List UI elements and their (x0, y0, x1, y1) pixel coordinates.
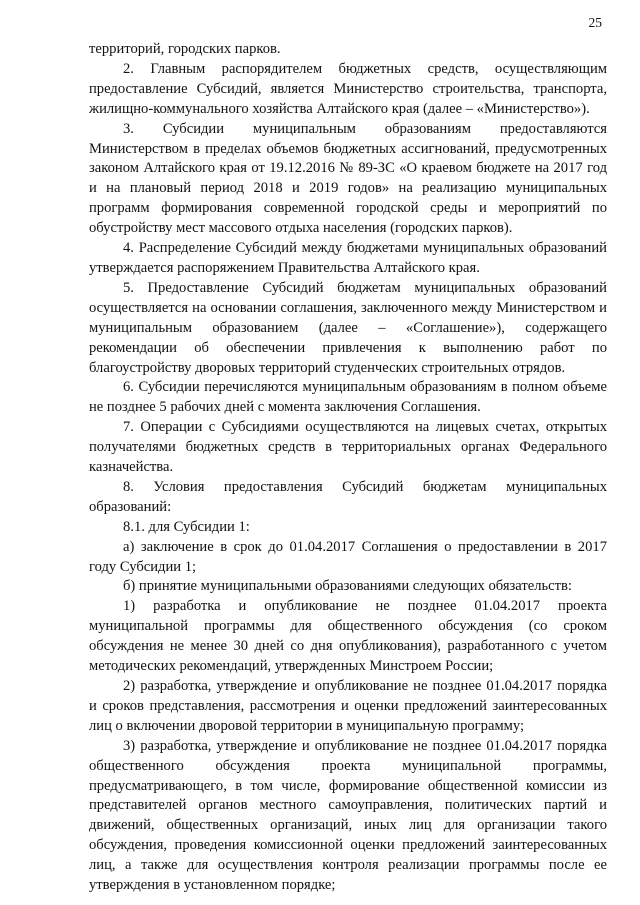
paragraph: 3. Субсидии муниципальным образованиям предоставляются Министерством в пределах объемов бюджетных ассигнований, предусмотренных законом Алтайского края от 19.12.2016 № 89-ЗС «О краевом бюджете на 2017 год и на плановый период 2018 и 2019 годов» на реализацию муниципальных программ формирования современной городской среды и мероприятий по обустройству мест массового отдыха населения (городских парков). (89, 120, 607, 237)
paragraph: 2. Главным распорядителем бюджетных средств, осуществляющим предоставление Субсидий, является Министерство строительства, транспорта, жилищно-коммунального хозяйства Алтайского края (далее – «Министерство»). (89, 60, 607, 117)
paragraph: 8.1. для Субсидии 1: (123, 518, 250, 535)
paragraph: 3) разработка, утверждение и опубликование не позднее 01.04.2017 порядка общественного обсуждения проекта муниципальной программы, предусматривающего, в том числе, формирование общественной комиссии из представителей органов местного самоуправления, политических партий и движений, общественных организаций, иных лиц для организации такого обсуждения, проведения комиссионной оценки предложений заинтересованных лиц, а также для осуществления контроля реализации программы после ее утверждения в установленном порядке; (89, 737, 607, 894)
paragraph: б) принятие муниципальными образованиями следующих обязательств: (123, 578, 572, 595)
paragraph: 7. Операции с Субсидиями осуществляются на лицевых счетах, открытых получателями бюджетных средств в территориальных органах Федерального казначейства. (89, 419, 607, 476)
paragraph: 1) разработка и опубликование не позднее 01.04.2017 проекта муниципальной программы для общественного обсуждения (со сроком обсуждения не менее 30 дней со дня опубликования), разработанного с учетом методических рекомендаций, утвержденных Минстроем России; (89, 598, 607, 675)
paragraph: 6. Субсидии перечисляются муниципальным образованиям в полном объеме не позднее 5 рабочих дней с момента заключения Соглашения. (89, 379, 607, 416)
paragraph: 5. Предоставление Субсидий бюджетам муниципальных образований осуществляется на основании соглашения, заключенного между Министерством и муниципальным образованием (далее – «Соглашение»), содержащего рекомендации об обеспечении привлечения к выполнению работ по благоустройству дворовых территорий студенческих строительных отрядов. (89, 279, 607, 376)
paragraph: территорий, городских парков. (89, 41, 281, 57)
document-body (89, 40, 607, 896)
paragraph: а) заключение в срок до 01.04.2017 Соглашения о предоставлении в 2017 году Субсидии 1; (89, 538, 607, 575)
paragraph: 8. Условия предоставления Субсидий бюджетам муниципальных образований: (89, 478, 607, 515)
page-number: 25 (588, 15, 602, 30)
paragraph: 4. Распределение Субсидий между бюджетами муниципальных образований утверждается распоряжением Правительства Алтайского края. (89, 240, 607, 276)
paragraph: 2) разработка, утверждение и опубликование не позднее 01.04.2017 порядка и сроков представления, рассмотрения и оценки предложений заинтересованных лиц о включении дворовой территории в муниципальную программу; (89, 678, 607, 734)
